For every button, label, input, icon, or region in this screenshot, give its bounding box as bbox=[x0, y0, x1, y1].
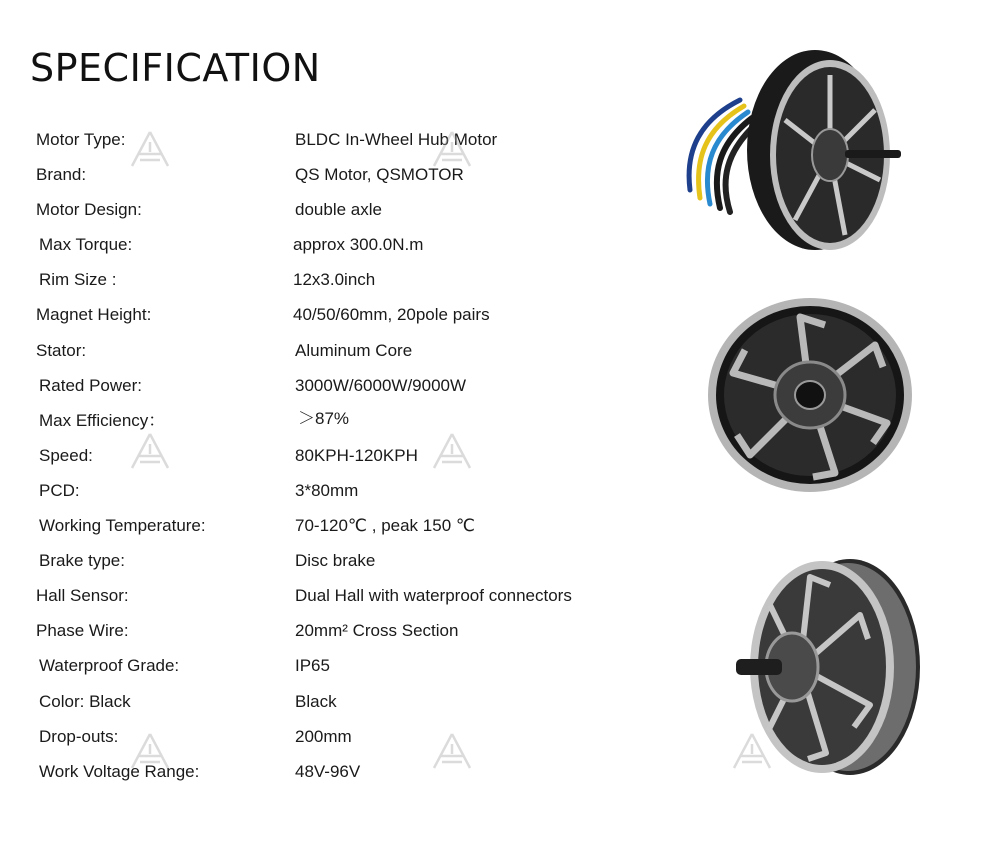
spec-value: 12x3.0inch bbox=[293, 270, 376, 290]
spec-label: Phase Wire: bbox=[36, 621, 129, 641]
watermark-logo-icon bbox=[128, 128, 172, 172]
spec-row-motor-design bbox=[36, 192, 656, 227]
spec-label: PCD: bbox=[39, 480, 80, 500]
hub-motor-image bbox=[730, 555, 930, 780]
spec-value: 3000W/6000W/9000W bbox=[295, 375, 467, 395]
spec-row-magnet-height bbox=[36, 297, 656, 332]
spec-label: Working Temperature: bbox=[39, 516, 206, 536]
spec-label: Color: Black bbox=[39, 691, 131, 711]
spec-label: Brake type: bbox=[39, 551, 125, 571]
spec-value: 48V-96V bbox=[295, 761, 361, 781]
spec-value: 70-120℃ , peak 150 ℃ bbox=[295, 516, 475, 536]
spec-value: BLDC In-Wheel Hub Motor bbox=[295, 130, 498, 149]
spec-row-rated-power bbox=[36, 368, 656, 403]
watermark-logo-icon bbox=[430, 128, 474, 172]
spec-value: Aluminum Core bbox=[295, 340, 413, 360]
spec-value: 3*80mm bbox=[295, 480, 359, 500]
spec-value: Disc brake bbox=[295, 551, 376, 571]
hub-motor-image bbox=[705, 295, 915, 495]
spec-row-working-temperature bbox=[36, 508, 656, 543]
spec-label: Speed: bbox=[39, 445, 93, 465]
spec-label: Motor Type: bbox=[36, 130, 126, 149]
spec-value: 20mm² Cross Section bbox=[295, 621, 459, 641]
page-title: SPECIFICATION bbox=[30, 46, 321, 90]
spec-value: 200mm bbox=[295, 726, 352, 746]
spec-label: Rim Size : bbox=[39, 270, 117, 290]
spec-value: double axle bbox=[295, 200, 382, 220]
spec-value: QS Motor, QSMOTOR bbox=[295, 165, 464, 185]
spec-row-brake-type bbox=[36, 543, 656, 578]
spec-label: Max Efficiency： bbox=[39, 410, 166, 430]
spec-label: Motor Design: bbox=[36, 200, 142, 220]
hub-motor-image bbox=[680, 40, 910, 260]
spec-label: Stator: bbox=[36, 340, 87, 360]
watermark-logo-icon bbox=[128, 730, 172, 774]
watermark-logo-icon bbox=[430, 730, 474, 774]
spec-value: Black bbox=[295, 691, 337, 711]
spec-value: 80KPH-120KPH bbox=[295, 445, 418, 465]
spec-row-max-torque bbox=[36, 227, 656, 262]
spec-row-pcd bbox=[36, 473, 656, 508]
spec-value: Dual Hall with waterproof connectors bbox=[295, 586, 572, 606]
watermark-logo-icon bbox=[430, 430, 474, 474]
spec-label: Work Voltage Range: bbox=[39, 761, 200, 781]
spec-label: Waterproof Grade: bbox=[39, 656, 180, 676]
spec-value: IP65 bbox=[295, 656, 330, 676]
spec-label: Hall Sensor: bbox=[36, 586, 129, 606]
spec-label: Magnet Height: bbox=[36, 305, 152, 325]
spec-row-waterproof-grade bbox=[36, 648, 656, 683]
spec-row-hall-sensor bbox=[36, 578, 656, 613]
spec-label: Drop-outs: bbox=[39, 726, 119, 746]
spec-value: ＞87% bbox=[298, 408, 350, 428]
spec-label: Rated Power: bbox=[39, 375, 142, 395]
spec-label: Max Torque: bbox=[39, 235, 133, 255]
spec-value: 40/50/60mm, 20pole pairs bbox=[293, 305, 490, 325]
spec-label: Brand: bbox=[36, 165, 87, 185]
spec-row-stator bbox=[36, 333, 656, 368]
spec-row-color bbox=[36, 684, 656, 719]
spec-row-phase-wire bbox=[36, 613, 656, 648]
spec-value: approx 300.0N.m bbox=[293, 235, 424, 255]
spec-row-rim-size bbox=[36, 262, 656, 297]
watermark-logo-icon bbox=[128, 430, 172, 474]
